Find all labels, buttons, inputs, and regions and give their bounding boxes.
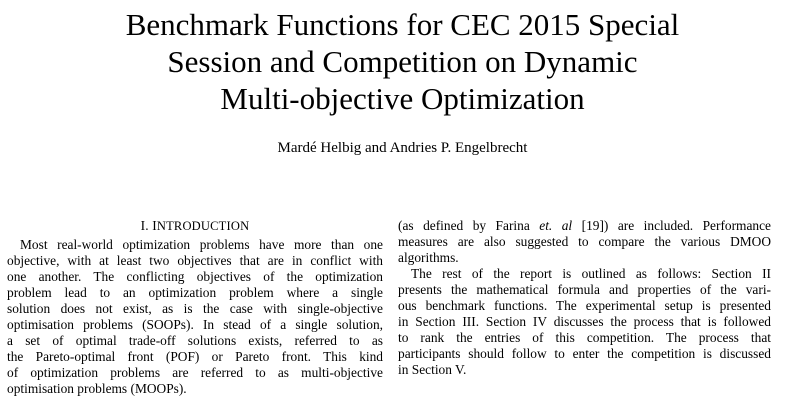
author-list: Mardé Helbig and Andries P. Engelbrecht	[277, 140, 528, 156]
title-line-2: Session and Competition on Dynamic	[167, 44, 638, 79]
text-run: [19]) are included. Performance	[572, 218, 772, 233]
right-column	[398, 218, 771, 378]
paragraph-line: participants should follow to enter the competition is discussed	[398, 346, 771, 361]
paragraph-line: measures are also suggested to compare the various DMOO	[398, 234, 771, 249]
paragraph-line: a set of optimal trade-off solutions exists, referred to as	[7, 333, 383, 348]
paragraph-line	[398, 218, 771, 234]
paragraph-line: algorithms.	[398, 250, 459, 265]
title-line-1: Benchmark Functions for CEC 2015 Special	[125, 7, 680, 42]
section-title-rest: NTRODUCTION	[156, 219, 250, 233]
paragraph-line: presents the mathematical formula and properties of the vari-	[398, 282, 771, 297]
paragraph-line: The rest of the report is outlined as follows: Section II	[411, 266, 771, 281]
paragraph-line: Most real-world optimization problems have more than one	[20, 237, 383, 252]
left-column	[7, 218, 383, 397]
paper-title	[0, 6, 805, 117]
paragraph-line: of optimization problems are referred to as multi-objective	[7, 365, 383, 380]
paragraph-line: in Section III. Section IV discusses the process that is followed	[398, 314, 771, 329]
paragraph-line: in Section V.	[398, 362, 467, 377]
paragraph-line: one another. The conflicting objectives of the optimization	[7, 269, 383, 284]
paragraph-line: to rank the entries of this competition. The process that	[398, 330, 771, 345]
paragraph-line: problem lead to an optimization problem where a single	[7, 285, 383, 300]
italic-text-run: et. al	[539, 218, 573, 233]
text-run: (as defined by Farina	[398, 218, 540, 233]
paragraph-line: objective, with at least two objectives that are in conflict with	[7, 253, 383, 268]
section-number: I.	[140, 218, 149, 233]
title-line-3: Multi-objective Optimization	[220, 81, 585, 116]
paragraph-line: ous benchmark functions. The experimental setup is presented	[398, 298, 771, 313]
section-heading-introduction	[7, 218, 383, 234]
paragraph-line: optimisation problems (SOOPs). In stead of a single solution,	[7, 317, 383, 332]
paragraph-line: solution does not exist, as is the case with single-objective	[7, 301, 383, 316]
section-title-initial: I	[152, 218, 157, 233]
paragraph-line: the Pareto-optimal front (POF) or Pareto front. This kind	[7, 349, 383, 364]
paragraph-line: optimisation problems (MOOPs).	[7, 381, 187, 396]
